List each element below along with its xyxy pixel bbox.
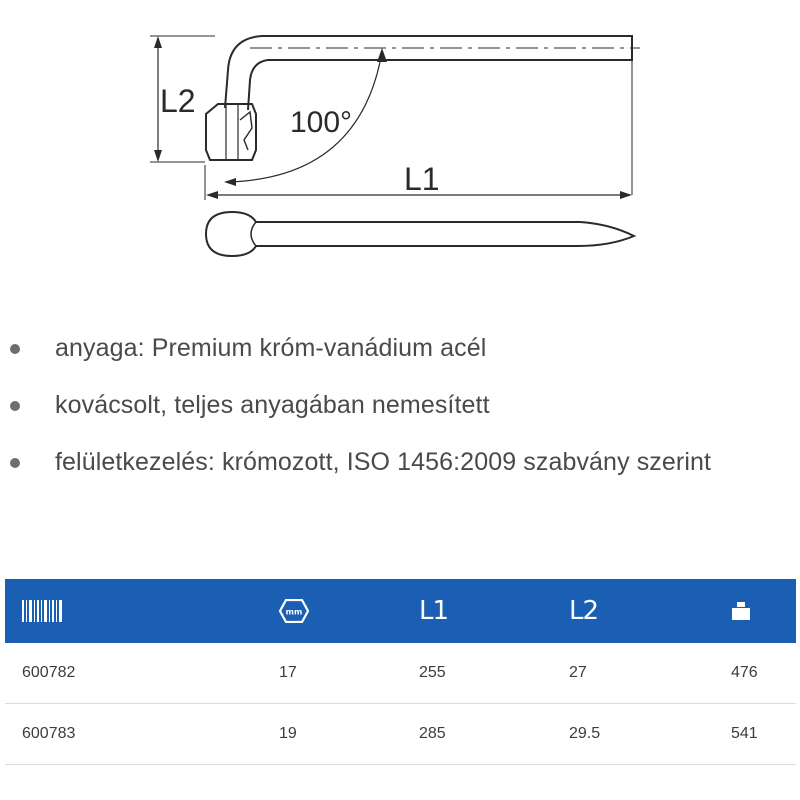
header-size (279, 579, 309, 643)
header-weight (731, 579, 751, 643)
barcode-icon (22, 600, 62, 622)
header-l1: L1 (419, 596, 449, 626)
feature-list (0, 328, 800, 499)
cell-code: 600783 (22, 725, 76, 742)
cell-l2: 27 (569, 664, 587, 681)
cell-weight: 476 (731, 664, 758, 681)
cell-l1: 255 (419, 664, 446, 681)
table-header (5, 579, 796, 643)
feature-text: felületkezelés: krómozott, ISO 1456:2009 szabvány szerint (55, 448, 712, 476)
cell-weight: 541 (731, 725, 758, 742)
bullet-icon (10, 344, 20, 354)
header-l2: L2 (569, 596, 599, 626)
angle-label: 100° (290, 106, 353, 139)
feature-item (0, 442, 800, 499)
dimension-label-l1: L1 (404, 161, 440, 197)
dimension-label-l2: L2 (160, 83, 196, 119)
wrench-technical-drawing (0, 0, 800, 290)
bullet-icon (10, 401, 20, 411)
hex-nut-mm-icon (279, 599, 309, 623)
feature-text: anyaga: Premium króm-vanádium acél (55, 334, 487, 362)
cell-size: 17 (279, 664, 297, 681)
feature-item (0, 385, 800, 442)
cell-l1: 285 (419, 725, 446, 742)
table-row (5, 643, 796, 704)
cell-l2: 29.5 (569, 725, 601, 742)
cell-code: 600782 (22, 664, 76, 681)
table-row (5, 704, 796, 765)
header-barcode (22, 579, 62, 643)
cell-size: 19 (279, 725, 297, 742)
weight-icon (731, 601, 751, 621)
feature-text: kovácsolt, teljes anyagában nemesített (55, 391, 490, 419)
spec-table (5, 579, 796, 765)
feature-item (0, 328, 800, 385)
svg-text:mm: mm (285, 607, 303, 617)
bullet-icon (10, 458, 20, 468)
